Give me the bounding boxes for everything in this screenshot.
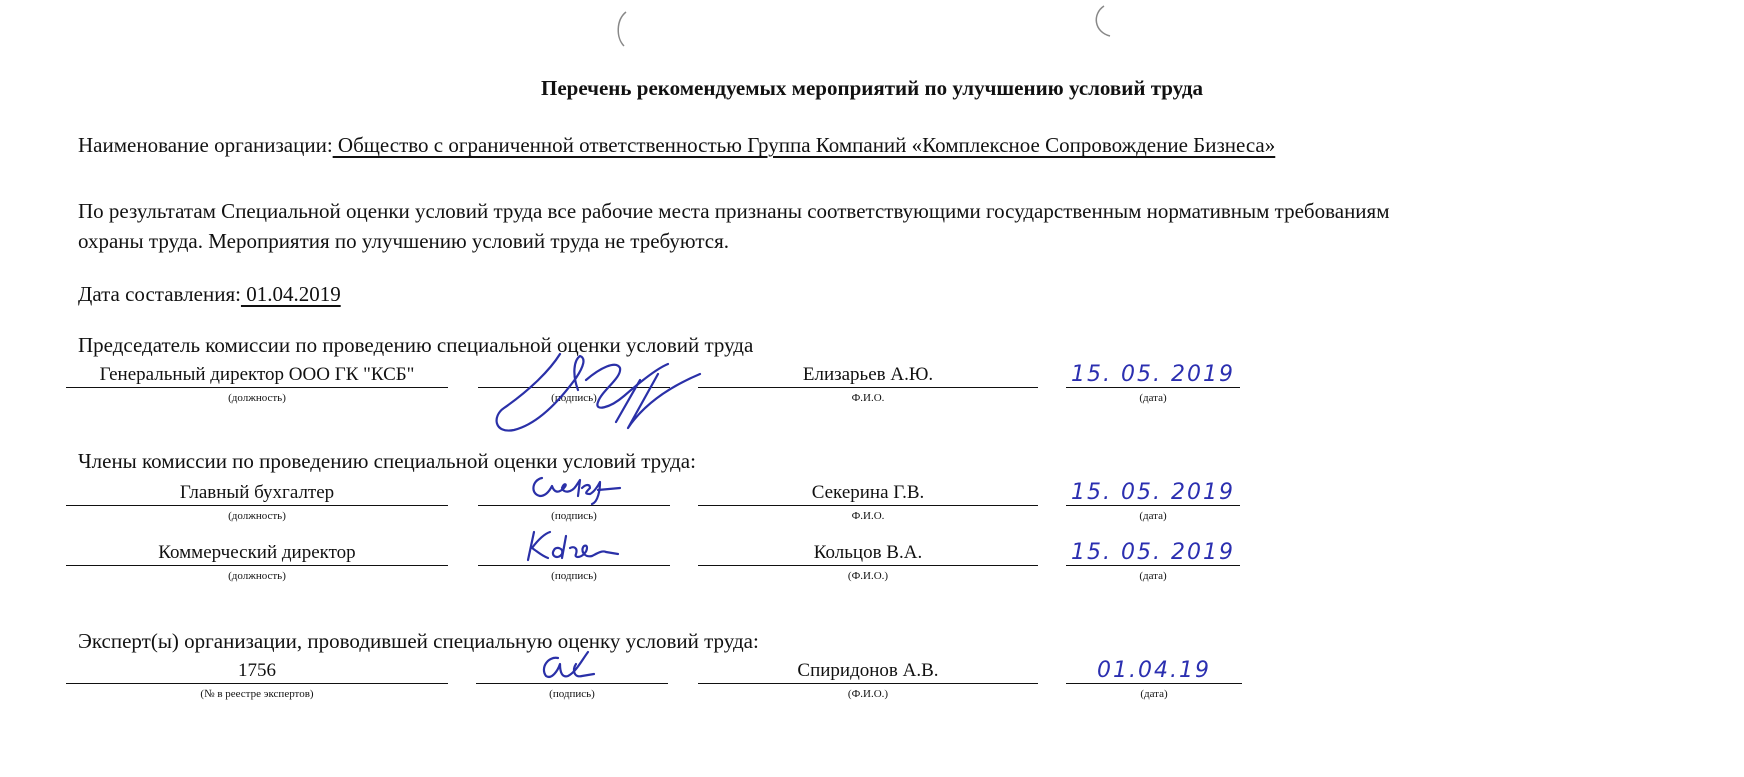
experts-heading: Эксперт(ы) организации, проводившей специальную оценку условий труда: — [78, 629, 759, 653]
member-2-signature-caption: (подпись) — [551, 570, 597, 582]
member-2-name-caption: (Ф.И.О.) — [847, 570, 889, 582]
member-1-name: Секерина Г.В. — [698, 481, 1038, 506]
expert-date: 01.04.19 — [1066, 659, 1242, 684]
chairman-position-caption: (должность) — [228, 392, 286, 404]
chairman-position: Генеральный директор ООО ГК "КСБ" — [66, 363, 448, 388]
organization-label: Наименование организации: — [78, 133, 333, 157]
expert-registry-caption: (№ в реестре экспертов) — [200, 688, 314, 700]
member-1-date-field — [1066, 481, 1240, 523]
document-title: Перечень рекомендуемых мероприятий по улучшению условий труда — [541, 76, 1203, 100]
compile-date-label: Дата составления: — [78, 282, 241, 306]
compile-date-line — [78, 279, 341, 309]
expert-signature — [536, 648, 596, 682]
member-1-date: 15. 05. 2019 — [1066, 481, 1240, 506]
expert-signature-caption: (подпись) — [549, 688, 595, 700]
chairman-name-field — [698, 363, 1038, 405]
member-1-position-caption: (должность) — [228, 510, 286, 522]
expert-name-caption: (Ф.И.О.) — [847, 688, 889, 700]
expert-date-caption: (дата) — [1140, 688, 1168, 700]
organization-line — [78, 130, 1275, 160]
chairman-date-caption: (дата) — [1139, 392, 1167, 404]
member-2-date: 15. 05. 2019 — [1066, 541, 1240, 566]
scan-mark-right — [1090, 4, 1114, 44]
chairman-signature-caption: (подпись) — [551, 392, 597, 404]
expert-date-field — [1066, 659, 1242, 701]
chairman-name-caption: Ф.И.О. — [851, 392, 885, 404]
compile-date-value: 01.04.2019 — [240, 282, 341, 306]
chairman-heading: Председатель комиссии по проведению специальной оценки условий труда — [78, 333, 754, 357]
member-1-name-field — [698, 481, 1038, 523]
chairman-signature — [490, 350, 710, 440]
member-1-date-caption: (дата) — [1139, 510, 1167, 522]
result-text-line2: охраны труда. Мероприятия по улучшению условий труда не требуются. — [78, 229, 729, 253]
member-1-position-field — [66, 481, 448, 523]
organization-value: Общество с ограниченной ответственностью Группа Компаний «Комплексное Сопровождение Бизнеса» — [332, 133, 1276, 157]
member-1-position: Главный бухгалтер — [66, 481, 448, 506]
member-2-name: Кольцов В.А. — [698, 541, 1038, 566]
members-heading: Члены комиссии по проведению специальной оценки условий труда: — [78, 449, 696, 473]
member-2-position: Коммерческий директор — [66, 541, 448, 566]
chairman-position-field — [66, 363, 448, 405]
chairman-date-field — [1066, 363, 1240, 405]
chairman-name: Елизарьев А.Ю. — [698, 363, 1038, 388]
member-2-date-field — [1066, 541, 1240, 583]
expert-registry-number: 1756 — [66, 659, 448, 684]
chairman-date: 15. 05. 2019 — [1066, 363, 1240, 388]
member-2-position-field — [66, 541, 448, 583]
result-text-line1: По результатам Специальной оценки условий труда все рабочие места признаны соответствующими государственным нормативным требованиям — [78, 199, 1390, 223]
expert-name: Спиридонов А.В. — [698, 659, 1038, 684]
member-2-name-field — [698, 541, 1038, 583]
expert-name-field — [698, 659, 1038, 701]
member-1-signature-caption: (подпись) — [551, 510, 597, 522]
member-1-signature — [528, 472, 628, 508]
scan-mark-left — [612, 10, 632, 50]
member-2-position-caption: (должность) — [228, 570, 286, 582]
member-1-name-caption: Ф.И.О. — [851, 510, 885, 522]
member-2-date-caption: (дата) — [1139, 570, 1167, 582]
member-2-signature — [524, 526, 624, 566]
expert-registry-field — [66, 659, 448, 701]
